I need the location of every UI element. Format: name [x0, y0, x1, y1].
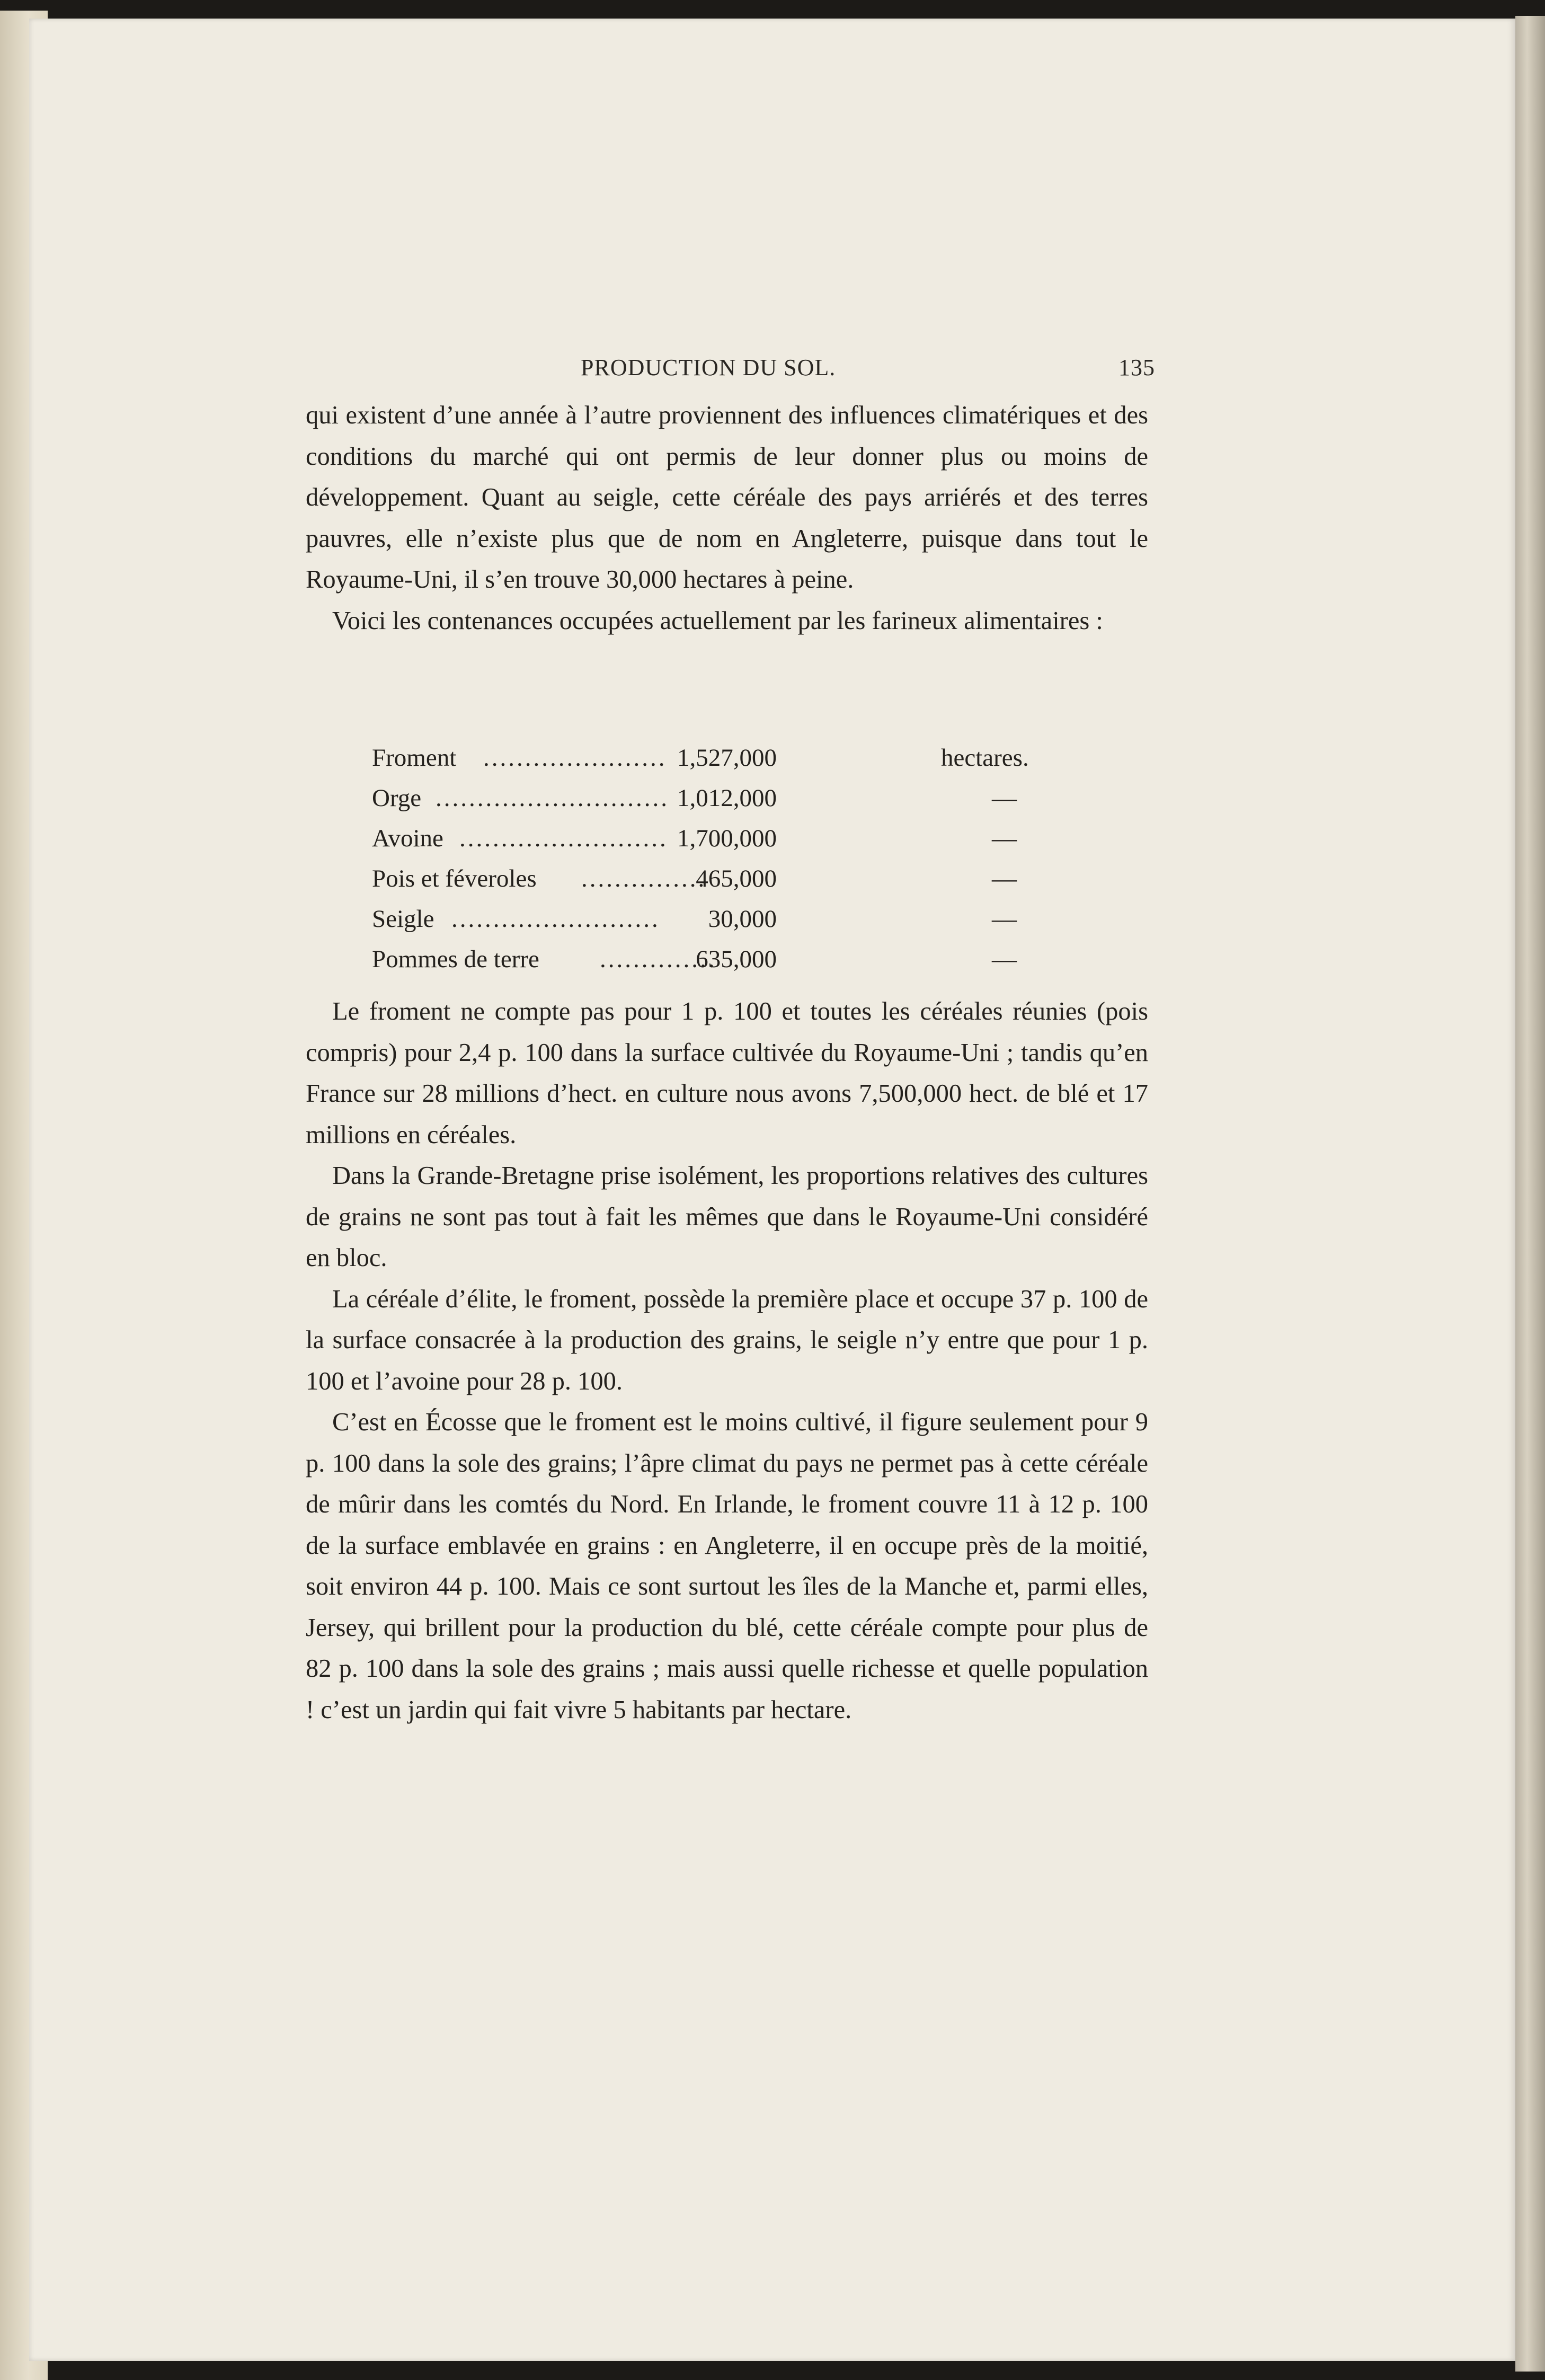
ditto-dash: —: [992, 825, 1017, 852]
page-number: 135: [1118, 355, 1155, 381]
crop-name: Froment: [372, 744, 457, 772]
leader-dots: ......................: [483, 744, 667, 772]
intro-text: [306, 395, 1148, 641]
ditto-dash: —: [992, 784, 1017, 812]
crop-unit: hectares.: [941, 744, 1029, 772]
leader-dots: .........................: [451, 905, 660, 933]
table-row: [372, 738, 1114, 778]
table-row: [372, 818, 1114, 859]
crop-name: Seigle: [372, 905, 434, 933]
crop-name: Pommes de terre: [372, 945, 539, 973]
table-row: [372, 778, 1114, 818]
crop-name: Pois et féveroles: [372, 865, 537, 892]
leader-dots: ..............: [600, 945, 717, 973]
crop-area: 1,012,000: [677, 784, 777, 812]
paragraph: La céréale d’élite, le froment, possède la première place et occupe 37 p. 100 de la surface consacrée à la production des grains, le seigle n’y entre que pour 1 p. 100 et l’avoine pour 28 p. 100.: [306, 1285, 1148, 1395]
crop-area: 635,000: [696, 945, 777, 973]
running-title: PRODUCTION DU SOL.: [581, 355, 836, 381]
body-text: [306, 991, 1148, 1730]
crop-area: 30,000: [708, 905, 777, 933]
table-row: [372, 859, 1114, 899]
ditto-dash: —: [992, 905, 1017, 933]
paragraph: Le froment ne compte pas pour 1 p. 100 et toutes les céréales réunies (pois compris) pour 2,4 p. 100 dans la surface cultivée du Royaume-Uni ; tandis qu’en France sur 28 millions d’hect. en culture nous avons 7,500,000 hect. de blé et 17 millions en céréales.: [306, 997, 1148, 1149]
ditto-dash: —: [992, 945, 1017, 973]
crop-area-table: [372, 738, 1114, 979]
crop-name: Orge: [372, 784, 422, 812]
paragraph: Dans la Grande-Bretagne prise isolément, les proportions relatives des cultures de grains ne sont pas tout à fait les mêmes que dans le Royaume-Uni considéré en bloc.: [306, 1162, 1148, 1272]
leader-dots: .........................: [459, 825, 668, 852]
crop-area: 465,000: [696, 865, 777, 892]
leader-dots: ............................: [436, 784, 669, 812]
paragraph-table-intro: Voici les contenances occupées actuellement par les farineux alimentaires :: [332, 606, 1103, 635]
table-row: [372, 899, 1114, 939]
crop-area: 1,527,000: [677, 744, 777, 772]
leader-dots: ...............: [581, 865, 707, 892]
crop-area: 1,700,000: [677, 825, 777, 852]
table-row: [372, 939, 1114, 979]
ditto-dash: —: [992, 865, 1017, 892]
paragraph: C’est en Écosse que le froment est le moins cultivé, il figure seulement pour 9 p. 100 dans la sole des grains; l’âpre climat du pays ne permet pas à cette céréale de mûrir dans les comtés du Nord. En Irlande, le froment couvre 11 à 12 p. 100 de la surface emblavée en grains : en Angleterre, il en occupe près de la moitié, soit environ 44 p. 100. Mais ce sont surtout les îles de la Manche et, parmi elles, Jersey, qui brillent pour la production du blé, cette céréale compte pour plus de 82 p. 100 dans la sole des grains ; mais aussi quelle richesse et quelle population ! c’est un jardin qui fait vivre 5 habitants par hectare.: [306, 1408, 1148, 1724]
page-fore-edge: [1515, 16, 1545, 2372]
crop-name: Avoine: [372, 825, 443, 852]
paragraph-continued: qui existent d’une année à l’autre proviennent des influences climatériques et des conditions du marché qui ont permis de leur donner plus ou moins de développement. Quant au seigle, cette céréale des pays arriérés et des terres pauvres, elle n’existe plus que de nom en Angleterre, puisque dans tout le Royaume-Uni, il s’en trouve 30,000 hectares à peine.: [306, 401, 1148, 594]
